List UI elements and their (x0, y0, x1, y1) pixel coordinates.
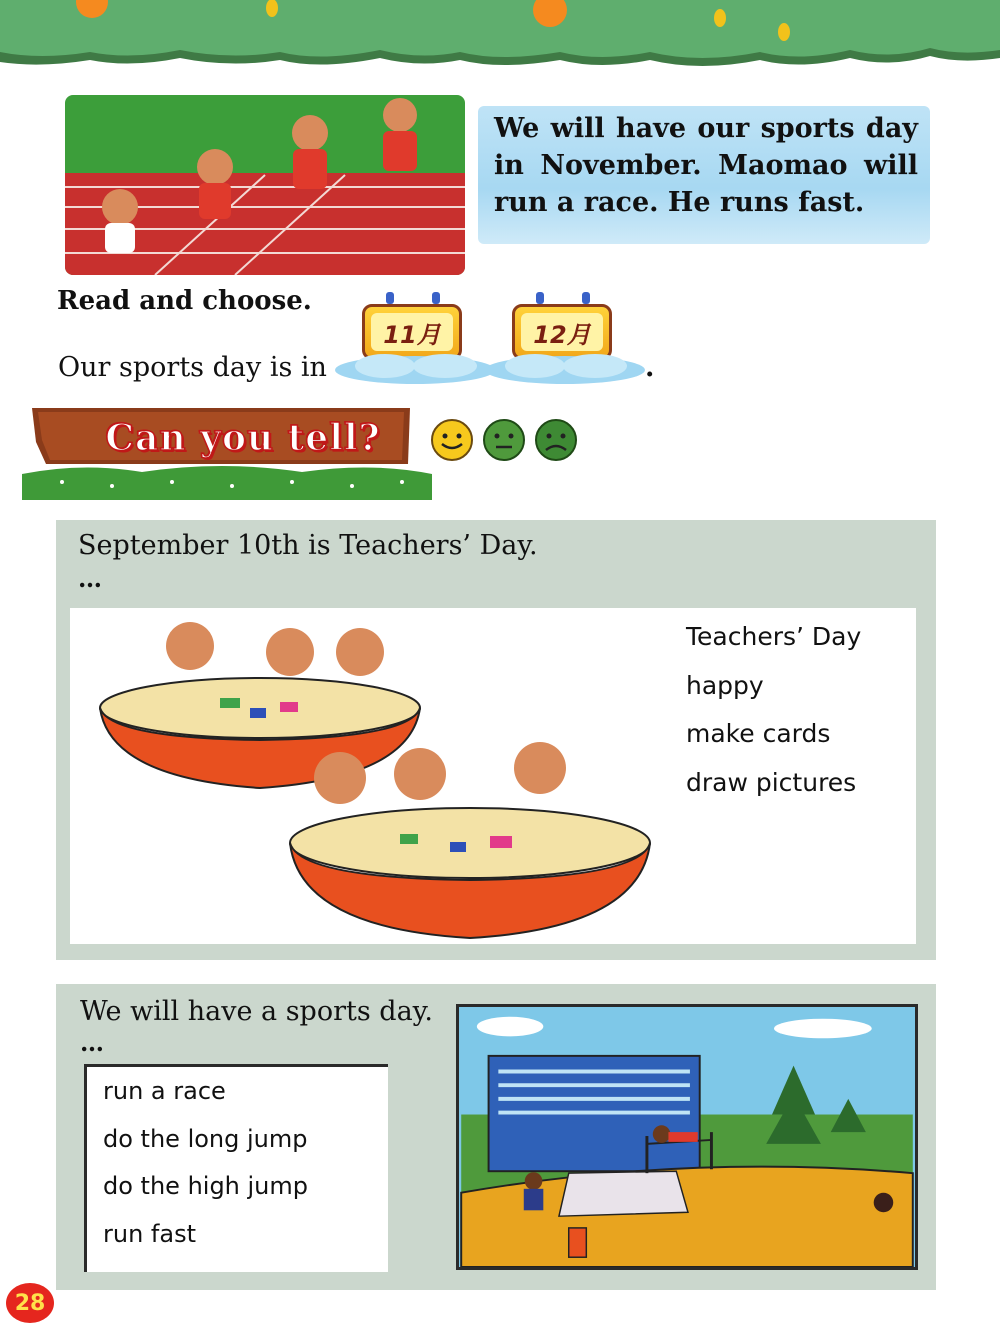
sad-face-icon[interactable] (534, 418, 578, 462)
sports-day-sentence: Our sports day is in (58, 352, 327, 383)
word-bank-item: happy (686, 670, 764, 700)
race-illustration (65, 95, 465, 275)
word-bank-item: make cards (686, 719, 831, 748)
teachers-day-ellipsis: … (78, 564, 104, 593)
pin-icon (582, 292, 590, 304)
can-you-tell-banner (22, 402, 432, 500)
word-bank-item: do the long jump (103, 1124, 308, 1153)
smiling-face-icon[interactable] (430, 418, 474, 462)
word-bank-item: do the high jump (103, 1172, 309, 1200)
sports-day-panel (56, 984, 936, 1290)
hero-text: We will have our sports day in November. Maomao will run a race. He runs fast. (494, 113, 918, 218)
self-assessment-faces (430, 418, 578, 462)
pin-icon (432, 292, 440, 304)
neutral-face-icon[interactable] (482, 418, 526, 462)
option-december[interactable] (500, 296, 630, 391)
word-bank-item: Teachers’ Day (686, 622, 862, 651)
hero-text-box (478, 106, 930, 244)
word-bank-item: draw pictures (686, 767, 857, 797)
read-choose-instruction: Read and choose. (57, 286, 312, 316)
option-november[interactable] (350, 296, 480, 391)
teachers-day-word-bank (686, 622, 861, 816)
stadium-illustration (456, 1004, 918, 1270)
sports-day-ellipsis: … (80, 1028, 106, 1057)
cloud-icon (480, 352, 650, 386)
cloud-icon (330, 352, 500, 386)
teachers-day-panel (56, 520, 936, 960)
pin-icon (386, 292, 394, 304)
option-label: 12月 (533, 320, 591, 349)
word-bank-item: run a race (103, 1077, 226, 1105)
teachers-day-card (70, 608, 916, 944)
can-you-tell-title: Can you tell? (105, 417, 381, 459)
top-decorative-band (0, 0, 1000, 70)
option-label: 11月 (383, 320, 441, 349)
sentence-period: . (645, 352, 655, 383)
sports-day-title: We will have a sports day. (80, 996, 433, 1027)
word-bank-item: run fast (103, 1219, 196, 1248)
pin-icon (536, 292, 544, 304)
page-number-badge: 28 (6, 1283, 54, 1323)
sports-day-word-bank (84, 1064, 388, 1272)
teachers-day-title: September 10th is Teachers’ Day. (78, 530, 538, 561)
classroom-illustration (70, 608, 660, 944)
